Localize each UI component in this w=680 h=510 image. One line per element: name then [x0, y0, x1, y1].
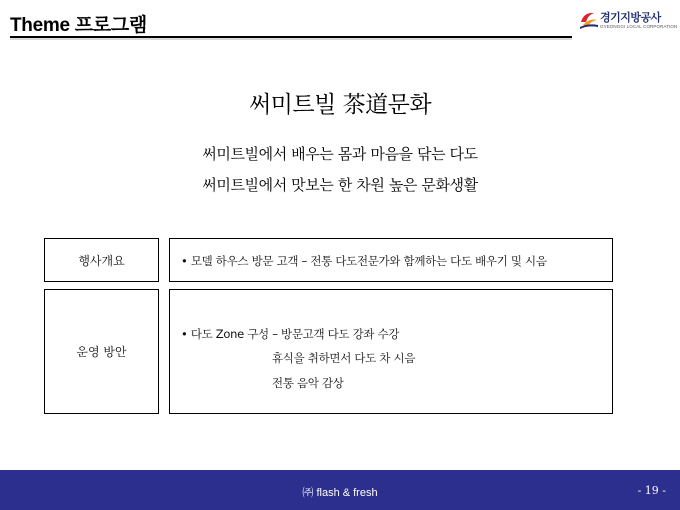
- row-content-overview: [169, 238, 613, 282]
- row-label-operation: 운영 방안: [44, 289, 159, 414]
- header-divider-shadow: [10, 38, 572, 40]
- slide-subtitle-1: 써미트빌에서 배우는 몸과 마음을 닦는 다도: [202, 145, 478, 163]
- logo-subtitle: GYEONGGI LOCAL CORPORATION: [600, 24, 678, 29]
- company-logo: [578, 6, 678, 36]
- footer-brand: ㈜ flash & fresh: [302, 487, 378, 499]
- operation-line-3: 전통 음악 감상: [272, 376, 344, 390]
- operation-line-2: 휴식을 취하면서 다도 차 시음: [272, 351, 416, 365]
- slide-subtitle-2: 써미트빌에서 맛보는 한 차원 높은 문화생활: [202, 176, 478, 194]
- row-label-overview: 행사개요: [44, 238, 159, 282]
- page-number: - 19 -: [637, 484, 666, 497]
- overview-line: • 모델 하우스 방문 고객 – 전통 다도전문가와 함께하는 다도 배우기 및 시음: [181, 254, 547, 268]
- header-title: Theme 프로그램: [10, 15, 147, 36]
- slide-title: 써미트빌 茶道문화: [248, 92, 432, 118]
- row-content-operation: [169, 289, 613, 414]
- logo-name: 경기지방공사: [600, 11, 661, 24]
- slide-footer: [0, 470, 680, 510]
- operation-line-1: • 다도 Zone 구성 – 방문고객 다도 강좌 수강: [181, 327, 400, 341]
- logo-mark-icon: [578, 8, 600, 30]
